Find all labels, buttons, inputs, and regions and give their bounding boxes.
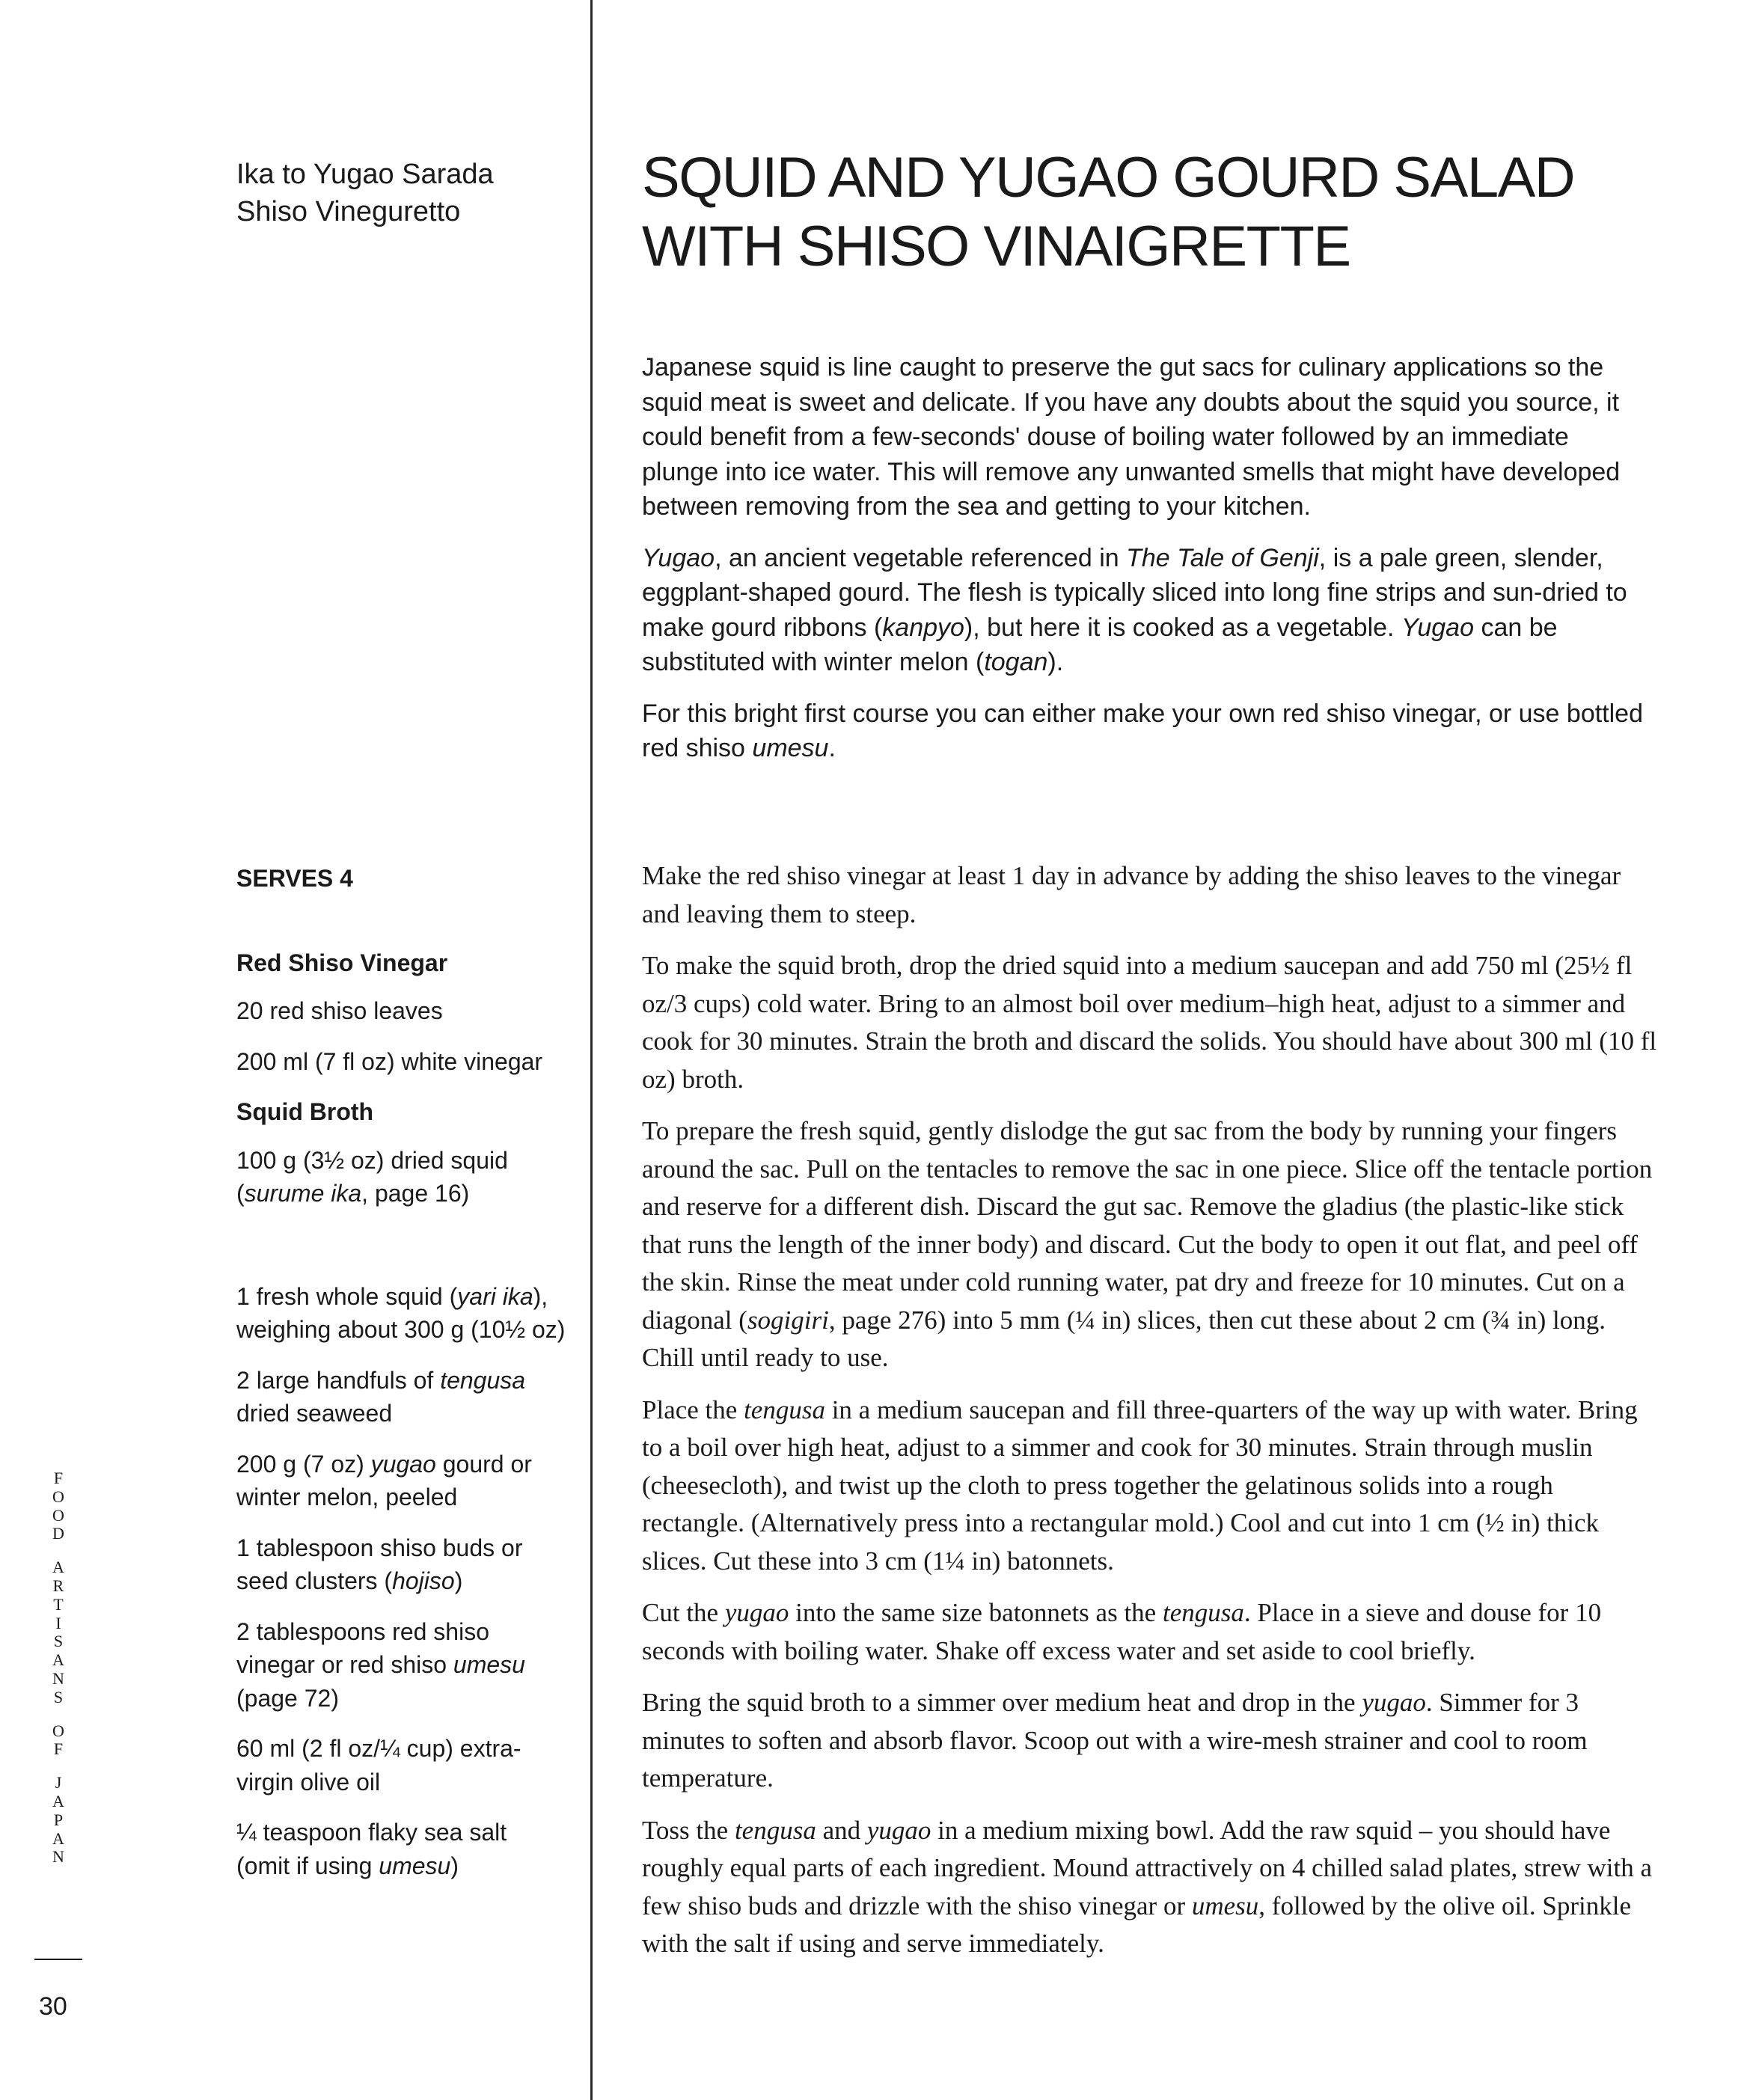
spine-letter: A (52, 1828, 64, 1848)
japanese-title: Ika to Yugao Sarada Shiso Vineguretto (236, 159, 494, 227)
spine-rule (34, 1959, 82, 1960)
spine-word (49, 1469, 67, 1543)
ingredient-group-title: Red Shiso Vinegar (236, 949, 448, 976)
ingredient-item: 200 ml (7 fl oz) white vinegar (236, 1047, 543, 1075)
ingredient-item: 1 fresh whole squid (yari ika), weighing about 300 g (10½ oz) (236, 1282, 566, 1343)
intro-paragraph: For this bright first course you can either make your own red shiso vinegar, or use bottled red shiso umesu. (642, 699, 1643, 762)
ingredients-column (236, 862, 566, 1900)
method-step: Cut the yugao into the same size batonnets as the tengusa. Place in a sieve and douse for 10 seconds with boiling water. Shake off excess water and set aside to cool briefly. (642, 1598, 1602, 1665)
book-title-spine (49, 1469, 67, 1867)
recipe-title: SQUID AND YUGAO GOURD SALAD WITH SHISO VINAIGRETTE (642, 146, 1575, 278)
method-step: To make the squid broth, drop the dried squid into a medium saucepan and add 750 ml (25½ fl oz/3 cups) cold water. Bring to an almost boil over medium–high heat, adjust to a simmer and cook for 30 minutes. Strain the broth and discard the solids. You should have about 300 ml (10 fl oz) broth. (642, 951, 1657, 1094)
method-step: To prepare the fresh squid, gently dislodge the gut sac from the body by running your fingers around the sac. Pull on the tentacles to remove the sac in one piece. Slice off the tentacle portion and reserve for a different dish. Discard the gut sac. Remove the gladius (the plastic-like stick that runs the length of the inner body) and discard. Cut the body to open it out flat, and peel off the skin. Rinse the meat under cold running water, pat dry and freeze for 10 minutes. Cut on a diagonal (sogigiri, page 276) into 5 mm (¼ in) slices, then cut these about 2 cm (¾ in) long. Chill until ready to use. (642, 1116, 1653, 1372)
ingredient-item: 1 tablespoon shiso buds or seed clusters (hojiso) (236, 1534, 523, 1594)
column-divider (590, 0, 593, 2100)
ingredient-item: 200 g (7 oz) yugao gourd or winter melon, peeled (236, 1450, 532, 1510)
ingredient-item: 2 large handfuls of tengusa dried seaweed (236, 1366, 526, 1427)
page-number: 30 (39, 1992, 67, 2021)
spine-letter: N (52, 1847, 64, 1867)
spine-letter: F (53, 1739, 64, 1759)
spine-letter: I (55, 1613, 61, 1632)
spine-letter: P (53, 1810, 64, 1829)
ingredient-spacer (236, 1228, 566, 1280)
method-column (642, 857, 1659, 1977)
spine-letter: A (52, 1650, 64, 1670)
ingredient-item: 60 ml (2 fl oz/¼ cup) extra-virgin olive oil (236, 1735, 521, 1796)
ingredient-item: 2 tablespoons red shiso vinegar or red shiso umesu (page 72) (236, 1617, 525, 1712)
spine-letter: O (52, 1721, 64, 1740)
spine-word (49, 1722, 67, 1760)
intro-paragraph: Japanese squid is line caught to preserve the gut sacs for culinary applications so the squid meat is sweet and delicate. If you have any doubts about the squid you source, it could benefit from a few-seconds' douse of boiling water followed by an immediate plunge into ice water. This will remove any unwanted smells that might have developed between removing from the sea and getting to your kitchen. (642, 353, 1621, 521)
ingredient-group-title: Squid Broth (236, 1098, 374, 1125)
spine-letter: O (52, 1487, 64, 1506)
recipe-intro (642, 350, 1645, 783)
spine-letter: A (52, 1791, 64, 1810)
spine-letter: R (52, 1576, 64, 1595)
ingredient-item: 20 red shiso leaves (236, 997, 443, 1024)
spine-letter: F (53, 1469, 64, 1487)
spine-word (49, 1558, 67, 1706)
spine-letter: D (52, 1524, 64, 1543)
intro-paragraph: Yugao, an ancient vegetable referenced in The Tale of Genji, is a pale green, slender, eggplant-shaped gourd. The flesh is typically sliced into long fine strips and sun-dried to make gourd ribbons (kanpyo), but here it is cooked as a vegetable. Yugao can be substituted with winter melon (togan). (642, 543, 1627, 676)
spine-letter: T (53, 1594, 64, 1614)
method-step: Place the tengusa in a medium saucepan and fill three-quarters of the way up with water. Bring to a boil over high heat, adjust to a simmer and cook for 30 minutes. Strain through muslin (cheesecloth), and twist up the cloth to press together the gelatinous solids into a rough rectangle. (Alternatively press into a rectangular mold.) Cool and cut into 1 cm (½ in) thick slices. Cut these into 3 cm (1¼ in) batonnets. (642, 1395, 1638, 1576)
ingredient-item: ¼ teaspoon flaky sea salt (omit if using umesu) (236, 1819, 507, 1879)
spine-word (49, 1774, 67, 1867)
spine-letter: N (52, 1668, 64, 1688)
method-step: Bring the squid broth to a simmer over medium heat and drop in the yugao. Simmer for 3 minutes to soften and absorb flavor. Scoop out with a wire-mesh strainer and cool to room temperature. (642, 1688, 1588, 1793)
serves-label: SERVES 4 (236, 865, 353, 892)
spine-letter: J (55, 1773, 62, 1793)
spine-letter: O (52, 1505, 64, 1525)
spine-letter: A (52, 1558, 64, 1577)
spine-letter: S (53, 1687, 64, 1706)
ingredient-item: 100 g (3½ oz) dried squid (surume ika, page 16) (236, 1146, 508, 1207)
spine-letter: S (53, 1632, 64, 1651)
method-step: Toss the tengusa and yugao in a medium mixing bowl. Add the raw squid – you should have roughly equal parts of each ingredient. Mound attractively on 4 chilled salad plates, strew with a few shiso buds and drizzle with the shiso vinegar or umesu, followed by the olive oil. Sprinkle with the salt if using and serve immediately. (642, 1815, 1653, 1958)
method-step: Make the red shiso vinegar at least 1 day in advance by adding the shiso leaves to the vinegar and leaving them to steep. (642, 861, 1621, 928)
